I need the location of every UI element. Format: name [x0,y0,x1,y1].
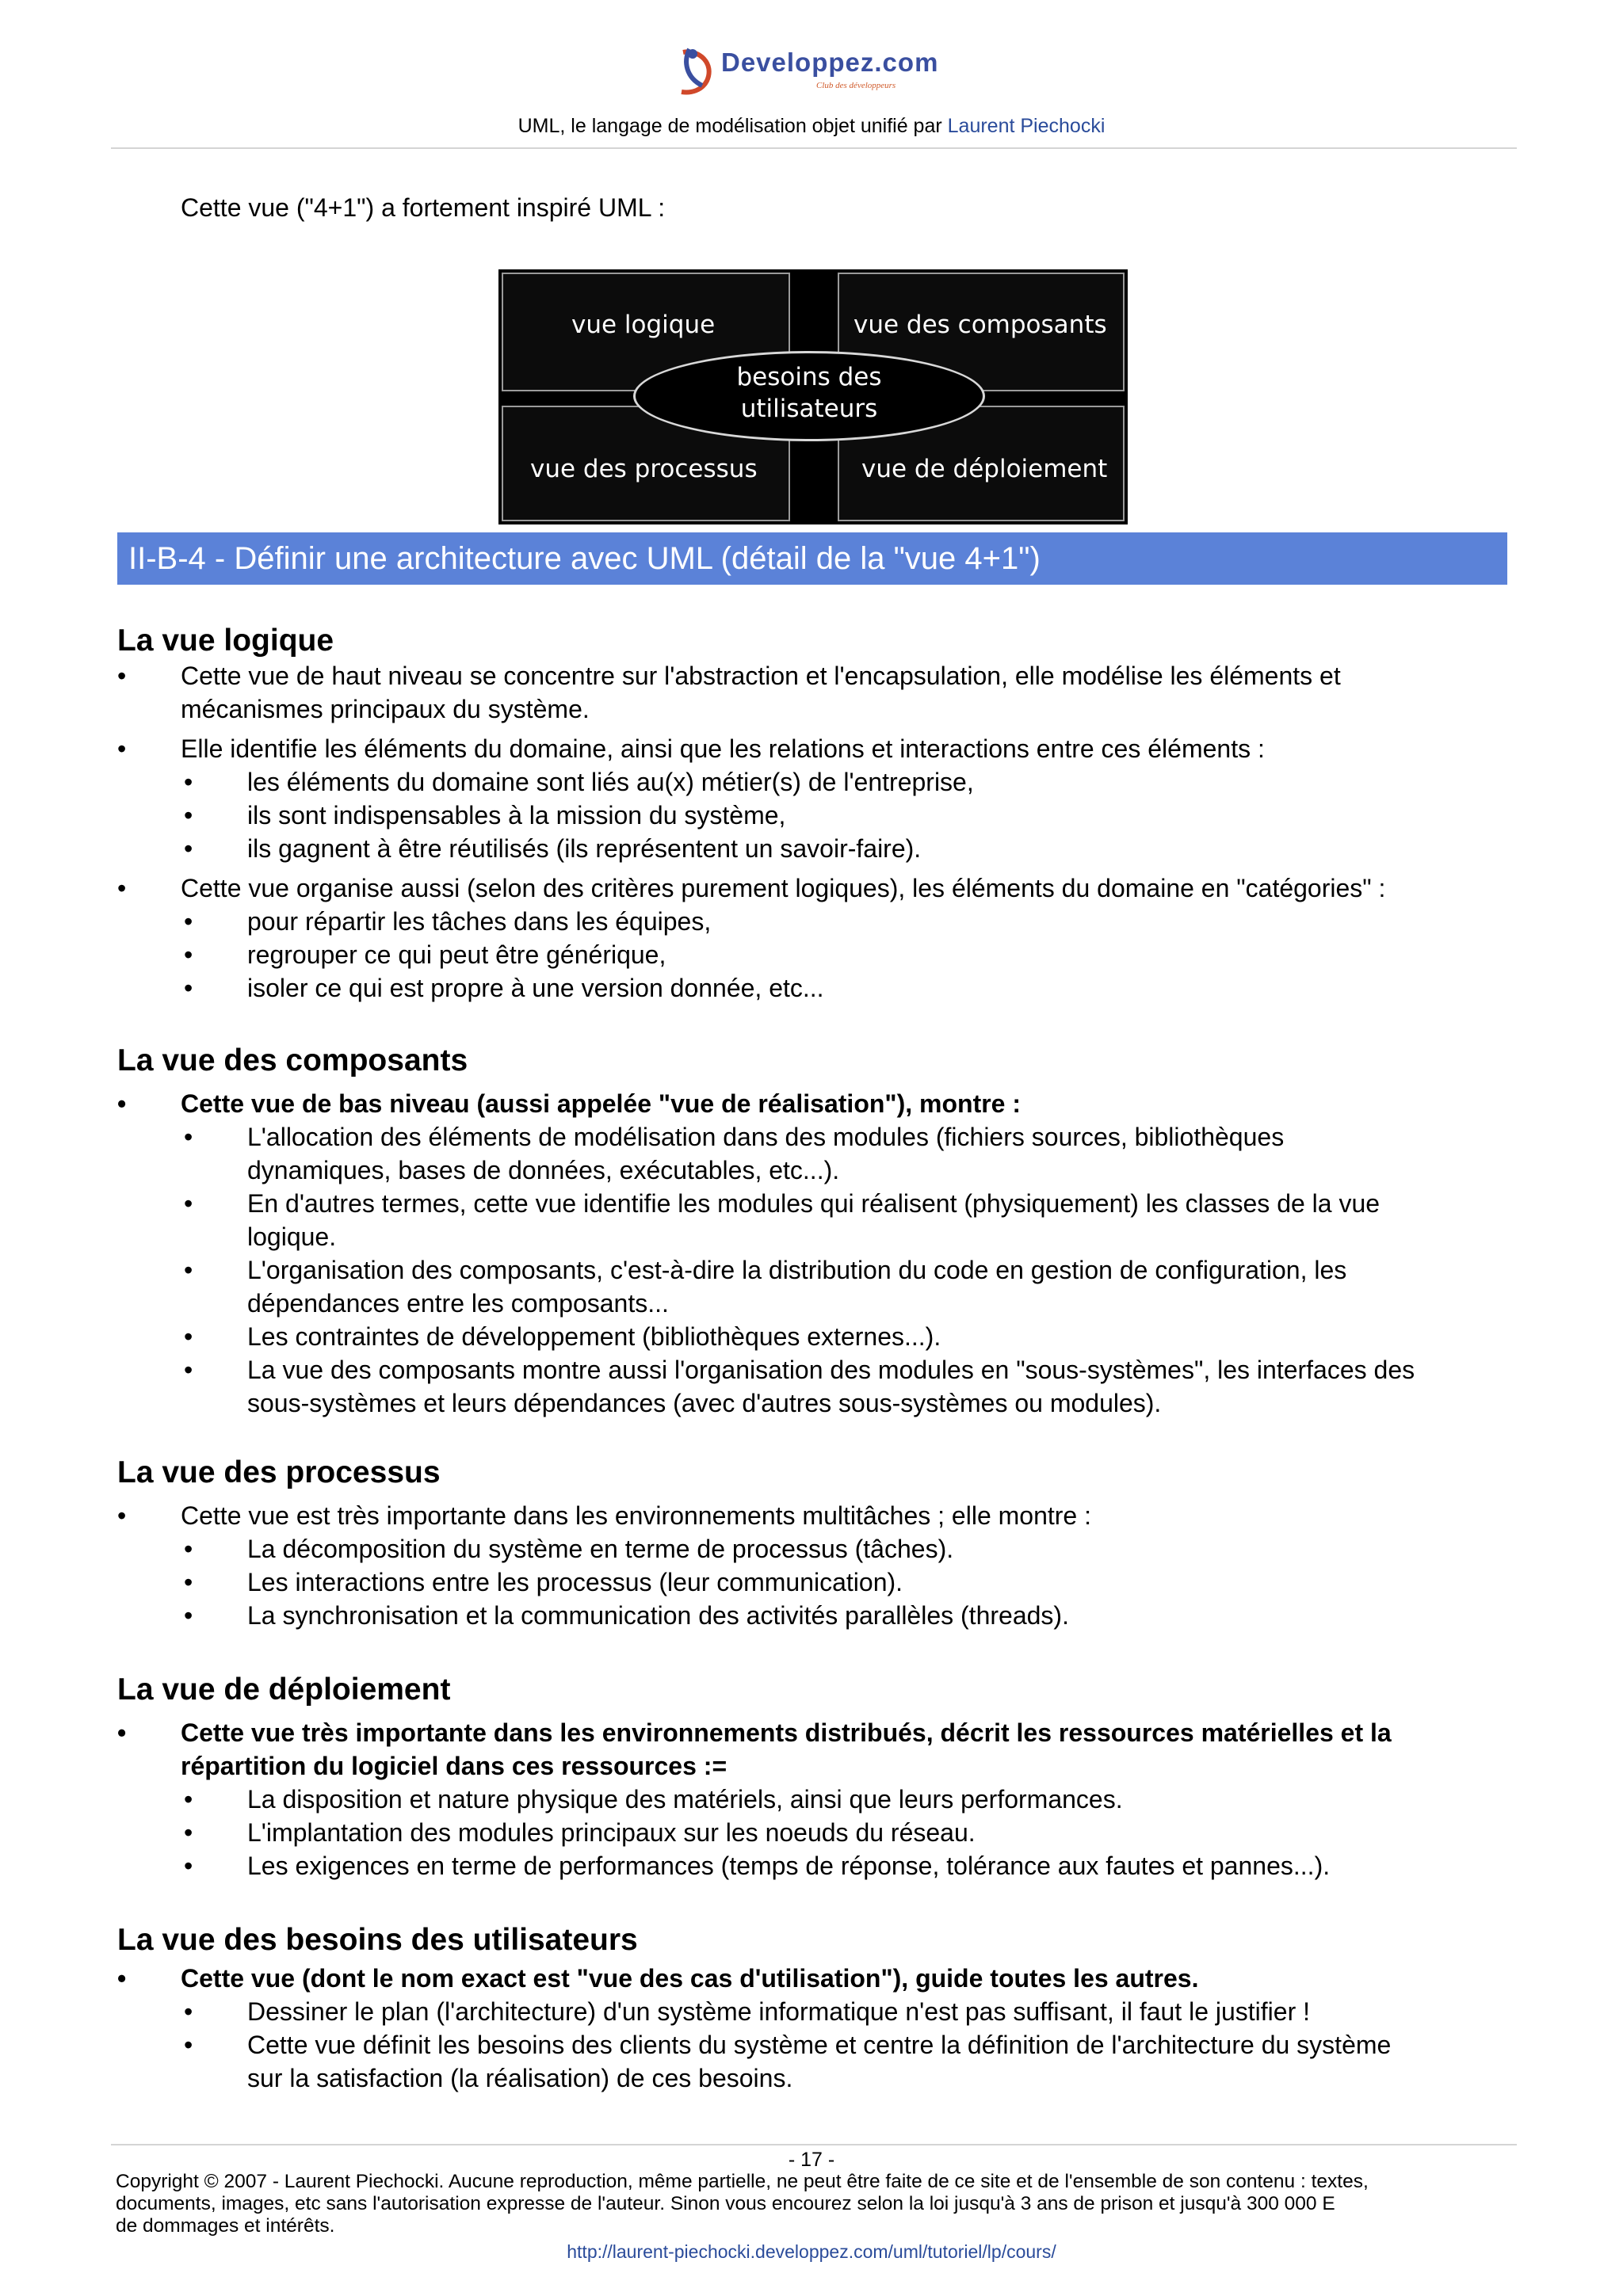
list-item: • Cette vue organise aussi (selon des critères purement logiques), les éléments du domaine en "catégories" : [117,874,1386,902]
list-subitem: • L'organisation des composants, c'est-à-dire la distribution du code en gestion de configuration, les dépendances entre les composants... [184,1256,1347,1318]
label-vue-deploiement: vue de déploiement [861,455,1108,483]
header-author-link[interactable]: Laurent Piechocki [947,115,1106,137]
list-item: • Cette vue (dont le nom exact est "vue des cas d'utilisation"), guide toutes les autres. [117,1964,1199,1993]
heading-vue-composants: La vue des composants [117,1043,468,1077]
logo-tagline: Club des développeurs [816,81,896,90]
list-subitem: • L'allocation des éléments de modélisation dans des modules (fichiers sources, bibliothèques dynamiques, bases de données, exécutables, etc...). [184,1123,1285,1184]
section-title-bar [117,532,1507,585]
label-vue-logique: vue logique [571,311,716,339]
label-besoins-utilisateurs: besoins des utilisateurs [736,363,882,423]
header-divider [111,147,1517,149]
list-subitem: • isoler ce qui est propre à une version donnée, etc... [184,974,824,1002]
page-number: - 17 - [788,2149,835,2171]
4plus1-diagram [498,269,1128,524]
list-subitem: • La synchronisation et la communication des activités parallèles (threads). [184,1601,1069,1630]
heading-vue-deploiement: La vue de déploiement [117,1672,451,1707]
list-subitem: • Les interactions entre les processus (leur communication). [184,1568,903,1596]
heading-vue-processus: La vue des processus [117,1455,441,1489]
list-subitem: • Les exigences en terme de performances (temps de réponse, tolérance aux fautes et pannes...). [184,1852,1331,1880]
list-subitem: • L'implantation des modules principaux sur les noeuds du réseau. [184,1818,976,1847]
logo-text: Developpez.com [721,48,939,77]
list-item: • Cette vue est très importante dans les environnements multitâches ; elle montre : [117,1501,1091,1530]
developpez-logo-icon [675,46,723,97]
heading-vue-besoins: La vue des besoins des utilisateurs [117,1923,638,1957]
list-subitem: • Dessiner le plan (l'architecture) d'un système informatique n'est pas suffisant, il faut le justifier ! [184,1997,1311,2026]
list-vue-logique [117,659,1512,1005]
list-vue-besoins [117,1962,1512,2095]
list-subitem: • les éléments du domaine sont liés au(x) métier(s) de l'entreprise, [184,768,974,796]
intro-text: Cette vue ("4+1") a fortement inspiré UML : [181,193,666,222]
page-header [0,114,1623,138]
copyright-notice: Copyright © 2007 - Laurent Piechocki. Aucune reproduction, même partielle, ne peut être faite de ce site et de l'ensemble de son contenu : textes, documents, images, etc sans l'autorisation expresse de l'auteur. Sinon vous encourez selon la loi jusqu'à 3 ans de prison et jusqu'à 300 000 E de dommages et intérêts. [116,2171,1369,2237]
list-item: • Cette vue très importante dans les environnements distribués, décrit les ressources matérielles et la répartition du logiciel dans ces ressources := [117,1718,1392,1780]
heading-vue-logique: La vue logique [117,624,334,658]
list-subitem: • Les contraintes de développement (bibliothèques externes...). [184,1322,941,1351]
list-item: • Cette vue de haut niveau se concentre sur l'abstraction et l'encapsulation, elle modélise les éléments et mécanismes principaux du système. [117,662,1341,723]
list-subitem: • Cette vue définit les besoins des clients du système et centre la définition de l'architecture du système sur la satisfaction (la réalisation) de ces besoins. [184,2031,1392,2092]
label-vue-composants: vue des composants [854,311,1107,339]
list-vue-deploiement [117,1716,1512,1882]
list-subitem: • ils sont indispensables à la mission du système, [184,801,786,830]
section-title: II-B-4 - Définir une architecture avec UML (détail de la "vue 4+1") [128,541,1041,576]
header-title: UML, le langage de modélisation objet unifié par [517,115,948,137]
footer-divider [111,2144,1517,2145]
list-subitem: • pour répartir les tâches dans les équipes, [184,907,712,936]
developpez-logo[interactable] [675,41,948,103]
list-subitem: • La disposition et nature physique des matériels, ainsi que leurs performances. [184,1785,1123,1814]
label-vue-processus: vue des processus [530,455,758,483]
list-vue-processus [117,1499,1512,1632]
list-vue-composants [117,1087,1512,1420]
footer-url-link[interactable]: http://laurent-piechocki.developpez.com/uml/tutoriel/lp/cours/ [567,2241,1056,2262]
list-subitem: • En d'autres termes, cette vue identifie les modules qui réalisent (physiquement) les classes de la vue logique. [184,1189,1381,1251]
list-item: • Elle identifie les éléments du domaine, ainsi que les relations et interactions entre ces éléments : [117,734,1265,763]
list-subitem: • regrouper ce qui peut être générique, [184,940,666,969]
list-item: • Cette vue de bas niveau (aussi appelée "vue de réalisation"), montre : [117,1089,1022,1118]
list-subitem: • ils gagnent à être réutilisés (ils représentent un savoir-faire). [184,834,922,863]
list-subitem: • La décomposition du système en terme de processus (tâches). [184,1535,954,1563]
list-subitem: • La vue des composants montre aussi l'organisation des modules en "sous-systèmes", les interfaces des sous-systèmes et leurs dépendances (avec d'autres sous-systèmes ou modules). [184,1356,1415,1417]
